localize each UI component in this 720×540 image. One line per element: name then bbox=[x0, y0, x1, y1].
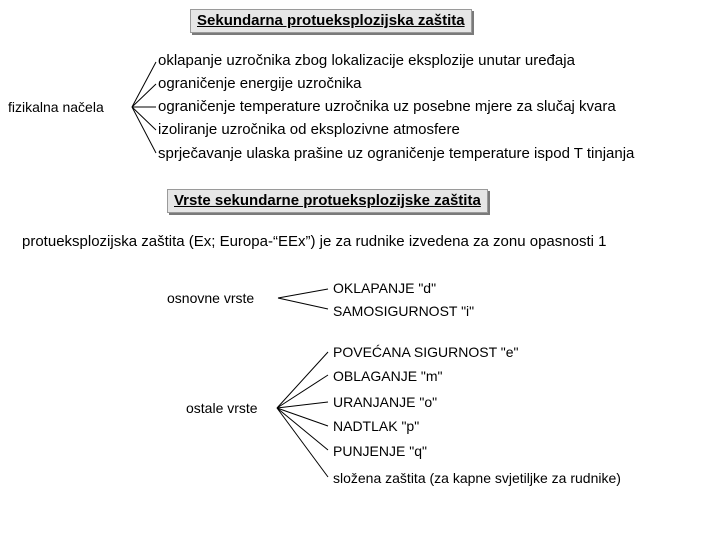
connector-1-2 bbox=[132, 84, 156, 107]
other-item-3: URANJANJE "o" bbox=[333, 394, 438, 410]
basic-types-label: osnovne vrste bbox=[167, 290, 255, 306]
other-item-1: POVEĆANA SIGURNOST "e" bbox=[333, 344, 519, 360]
connector-1-1 bbox=[132, 62, 156, 107]
connector-other-5 bbox=[277, 408, 328, 450]
basic-item-2: SAMOSIGURNOST "i" bbox=[333, 303, 475, 319]
branch-1: oklapanje uzročnika zbog lokalizacije eksplozije unutar uređaja bbox=[158, 52, 575, 69]
other-item-6: složena zaštita (za kapne svjetiljke za rudnike) bbox=[333, 470, 621, 486]
other-item-2: OBLAGANJE "m" bbox=[333, 368, 443, 384]
connector-basic-2 bbox=[278, 298, 328, 309]
other-item-4: NADTLAK "p" bbox=[333, 418, 420, 434]
connector-basic-1 bbox=[278, 289, 328, 298]
connector-other-4 bbox=[277, 408, 328, 426]
connector-1-5 bbox=[132, 107, 156, 153]
section2-title: Vrste sekundarne protueksplozijske zaštita bbox=[167, 189, 488, 213]
branch-5: sprječavanje ulaska prašine uz ograničenje temperature ispod T tinjanja bbox=[158, 145, 635, 162]
basic-item-1: OKLAPANJE "d" bbox=[333, 280, 437, 296]
connector-1-4 bbox=[132, 107, 156, 130]
root-fizikalna-nacela: fizikalna načela bbox=[8, 99, 104, 115]
connector-other-6 bbox=[277, 408, 328, 477]
branch-3: ograničenje temperature uzročnika uz posebne mjere za slučaj kvara bbox=[158, 98, 616, 115]
branch-2: ograničenje energije uzročnika bbox=[158, 75, 362, 92]
intro-text: protueksplozijska zaštita (Ex; Europa-“EEx”) je za rudnike izvedena za zonu opasnosti 1 bbox=[22, 233, 607, 250]
other-item-5: PUNJENJE "q" bbox=[333, 443, 427, 459]
section1-title: Sekundarna protueksplozijska zaštita bbox=[190, 9, 472, 33]
branch-4: izoliranje uzročnika od eksplozivne atmosfere bbox=[158, 121, 460, 138]
other-types-label: ostale vrste bbox=[186, 400, 258, 416]
